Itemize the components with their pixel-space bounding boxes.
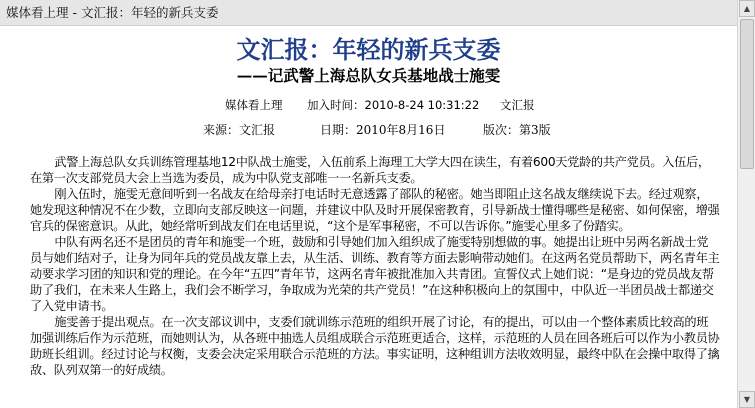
window-title-bar [0,0,737,26]
meta-site: 媒体看上理 [225,98,283,112]
article-paragraph: 武警上海总队女兵训练管理基地12中队战士施雯，入伍前系上海理工大学大四在读生，有着600天党龄的共产党员。入伍后，在第一次支部党员大会上当选为委员，成为中队党支部唯一一名新兵支委。 [30,155,710,185]
scroll-up-icon[interactable]: ▲ [739,0,755,17]
article-paragraph: 施雯善于提出观点。在一次支部议训中，支委们就训练示范班的组织开展了讨论，有的提出，可以由一个整体素质比较高的班加强训练后作为示范班，而她则认为，从各班中抽选人员组成联合示范班更适合，这样，示范班的人员在回各班后可以作为小教员协助班长组训。经过讨论与权衡，支委会决定采用联合示范班的方法。事实证明，这种组训方法收效明显，最终中队在会操中取得了擒敌、队列双第一的好成绩。 [30,315,720,377]
meta-source: 来源：文汇报 [203,123,276,137]
meta-date: 日期：2010年8月16日 [320,123,446,137]
window-title: 媒体看上理 - 文汇报：年轻的新兵支委 [6,5,219,20]
vertical-scrollbar[interactable] [737,0,755,408]
scroll-down-icon[interactable]: ▼ [739,391,755,408]
meta-source-paper: 文汇报 [500,98,535,112]
meta-added-time: 加入时间：2010-8-24 10:31:22 [307,98,480,112]
scrollbar-thumb[interactable] [740,19,754,169]
article-body [30,154,720,378]
article-paragraph: 中队有两名还不是团员的青年和施雯一个班，鼓励和引导她们加入组织成了施雯特别想做的事。她提出让班中另两名新战士党员与她们结对子，让身为同年兵的党员战友靠上去，从生活、训练、教育等方面去影响带动她们。在这两名党员帮助下，两名青年主动要求学习团的知识和党的理论。在今年“五四”青年节，这两名青年被批准加入共青团。宣誓仪式上她们说：“是身边的党员战友帮助了我们，在未来人生路上，我们会不断学习，争取成为光荣的共产党员！”在这种积极向上的氛围中，中队近一半团员战士都递交了入党申请书。 [30,235,720,313]
article-title: 文汇报：年轻的新兵支委 [236,35,501,64]
article-paragraph: 刚入伍时，施雯无意间听到一名战友在给母亲打电话时无意透露了部队的秘密。她当即阻止这名战友继续说下去。经过观察，她发现这种情况不在少数，立即向支部反映这一问题，并建议中队及时开展保密教育，引导新战士懂得哪些是秘密、如何保密，增强官兵的保密意识。从此，她经常听到战友们在电话里说，“这个是军事秘密，不可以告诉你。”施雯心里多了份踏实。 [30,187,720,233]
meta-page: 版次：第3版 [483,123,551,137]
article-content [0,26,737,408]
article-subtitle: ——记武警上海总队女兵基地战士施雯 [236,66,501,85]
